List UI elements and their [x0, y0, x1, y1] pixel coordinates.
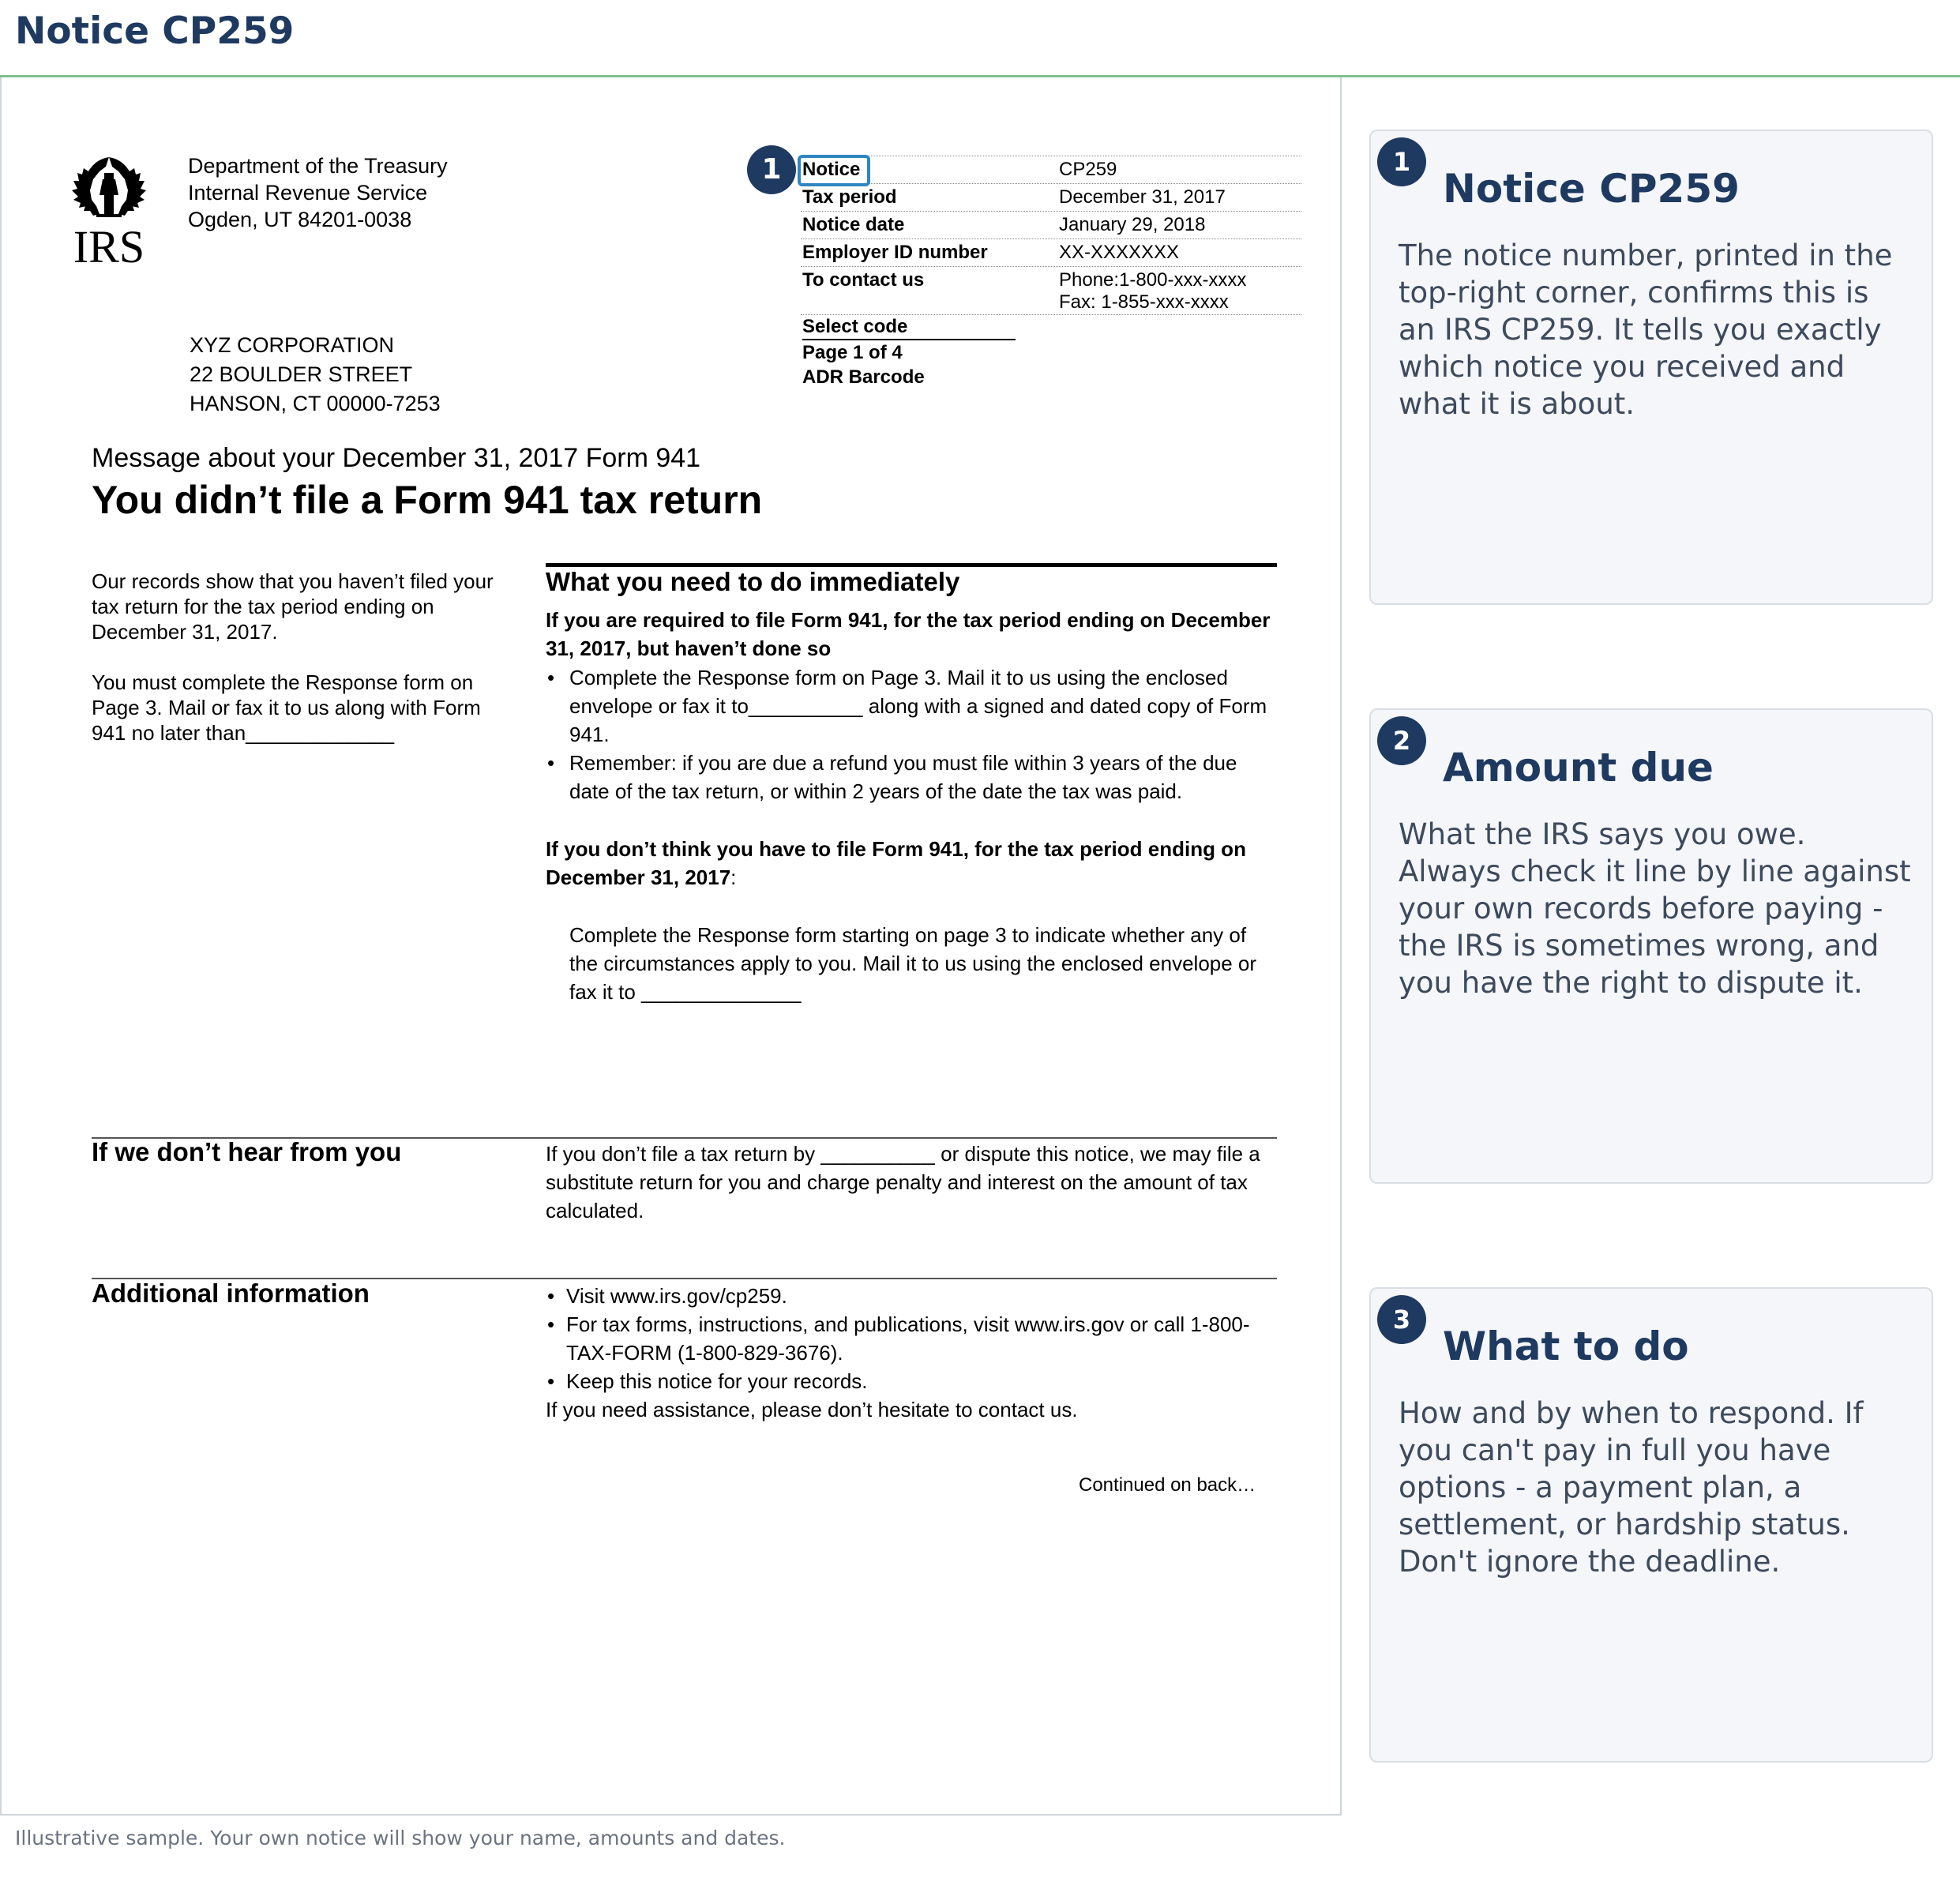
card-body: How and by when to respond. If you can't pay in full you have options - a payment plan, a settlement, or hardship status. Don't ignore the deadline.: [1399, 1396, 1864, 1579]
select-code: Select code: [802, 314, 1016, 340]
explanation-card: [1369, 708, 1933, 1184]
notice-info-table: [801, 156, 1301, 315]
page-info: Page 1 of 4: [802, 342, 903, 363]
additional-heading: Additional information: [92, 1279, 370, 1308]
list-item: • Visit www.irs.gov/cp259.: [546, 1282, 1276, 1310]
info-label: Employer ID number: [802, 242, 988, 263]
card-badge: 3: [1377, 1295, 1426, 1344]
card-title: What to do: [1443, 1324, 1689, 1369]
not-required-heading: [546, 835, 1276, 892]
card-badge: 2: [1377, 716, 1426, 765]
notice-meta: [802, 314, 1016, 389]
list-item: • Complete the Response form on Page 3. Mail it to us using the enclosed envelope or fax it to__________ along with a signed and dated copy of Form 941.: [546, 663, 1276, 749]
explanation-card: [1369, 130, 1933, 605]
info-label: Notice: [802, 159, 861, 180]
callout-badge: 1: [747, 145, 796, 194]
svg-text:IRS: IRS: [73, 221, 145, 266]
notice-subject: Message about your December 31, 2017 Form 941: [92, 443, 701, 473]
required-list: [546, 663, 1276, 805]
additional-list: [546, 1282, 1276, 1424]
card-title: Notice CP259: [1443, 166, 1740, 212]
heading-colon: :: [730, 866, 737, 889]
info-label: To contact us: [802, 269, 925, 291]
info-row-tax-period: [801, 183, 1301, 211]
contact-phone: Phone:1-800-xxx-xxxx: [1059, 269, 1247, 291]
notice-headline: You didn’t file a Form 941 tax return: [92, 478, 763, 522]
addressee-line: 22 BOULDER STREET: [190, 362, 413, 386]
need-heading: What you need to do immediately: [546, 567, 960, 596]
info-value: December 31, 2017: [1059, 186, 1226, 208]
agency-line: Internal Revenue Service: [188, 181, 428, 205]
info-value: XX-XXXXXXX: [1059, 242, 1180, 263]
response-paragraph: You must complete the Response form on Page 3. Mail or fax it to us along with Form 941 no later than_____________: [92, 670, 481, 745]
list-item: • For tax forms, instructions, and publications, visit www.irs.gov or call 1-800-TAX-FORM (1-800-829-3676).: [546, 1310, 1276, 1367]
card-title: Amount due: [1443, 745, 1714, 790]
card-badge: 1: [1377, 137, 1426, 186]
card-body: What the IRS says you owe. Always check it line by line against your own records before paying - the IRS is sometimes wrong, and you have the right to dispute it.: [1399, 817, 1911, 1000]
continued-note: Continued on back…: [1079, 1474, 1256, 1496]
adr-barcode: ADR Barcode: [802, 366, 925, 388]
addressee-line: XYZ CORPORATION: [190, 333, 395, 357]
not-required-paragraph: Complete the Response form starting on page 3 to indicate whether any of the circumstances apply to you. Mail it to us using the enclosed envelope or fax it to ______________: [569, 923, 1257, 1004]
info-row-notice: [801, 156, 1301, 183]
notice-number-highlight: [798, 155, 870, 186]
assistance-text: If you need assistance, please don’t hesitate to contact us.: [546, 1398, 1078, 1421]
explanation-card: [1369, 1287, 1933, 1763]
info-value: CP259: [1059, 159, 1117, 180]
no-hear-text: If you don’t file a tax return by __________ or dispute this notice, we may file a substitute return for you and charge penalty and interest on the amount of tax calculated.: [546, 1142, 1260, 1222]
footnote: Illustrative sample. Your own notice will show your name, amounts and dates.: [15, 1827, 786, 1849]
records-paragraph: Our records show that you haven’t filed your tax return for the tax period ending on December 31, 2017.: [92, 569, 494, 644]
agency-line: Department of the Treasury: [188, 154, 448, 178]
info-label: Notice date: [802, 214, 905, 235]
agency-line: Ogden, UT 84201-0038: [188, 208, 412, 231]
info-label: Tax period: [802, 186, 897, 208]
list-item: • Remember: if you are due a refund you must file within 3 years of the due date of the tax return, or within 2 years of the date the tax was paid.: [546, 749, 1276, 805]
not-required-heading-text: If you don’t think you have to file Form 941, for the tax period ending on December 31, 2017: [546, 837, 1246, 889]
info-row-employer-id: [801, 238, 1301, 266]
card-body: The notice number, printed in the top-right corner, confirms this is an IRS CP259. It tells you exactly which notice you received and what it is about.: [1399, 238, 1893, 421]
info-row-contact: [801, 266, 1301, 315]
info-value: January 29, 2018: [1059, 214, 1206, 235]
required-heading: If you are required to file Form 941, for the tax period ending on December 31, 2017, but haven’t done so: [546, 608, 1271, 660]
list-item: • Keep this notice for your records.: [546, 1367, 1276, 1395]
info-row-notice-date: [801, 211, 1301, 238]
agency-address: [188, 152, 448, 233]
addressee-address: [190, 331, 441, 419]
addressee-line: HANSON, CT 00000-7253: [190, 392, 441, 415]
irs-logo: [69, 156, 148, 266]
page-title: Notice CP259: [15, 9, 295, 53]
no-hear-heading: If we don’t hear from you: [92, 1137, 402, 1166]
page-header: [0, 0, 1960, 77]
contact-fax: Fax: 1-855-xxx-xxxx: [1059, 291, 1229, 313]
